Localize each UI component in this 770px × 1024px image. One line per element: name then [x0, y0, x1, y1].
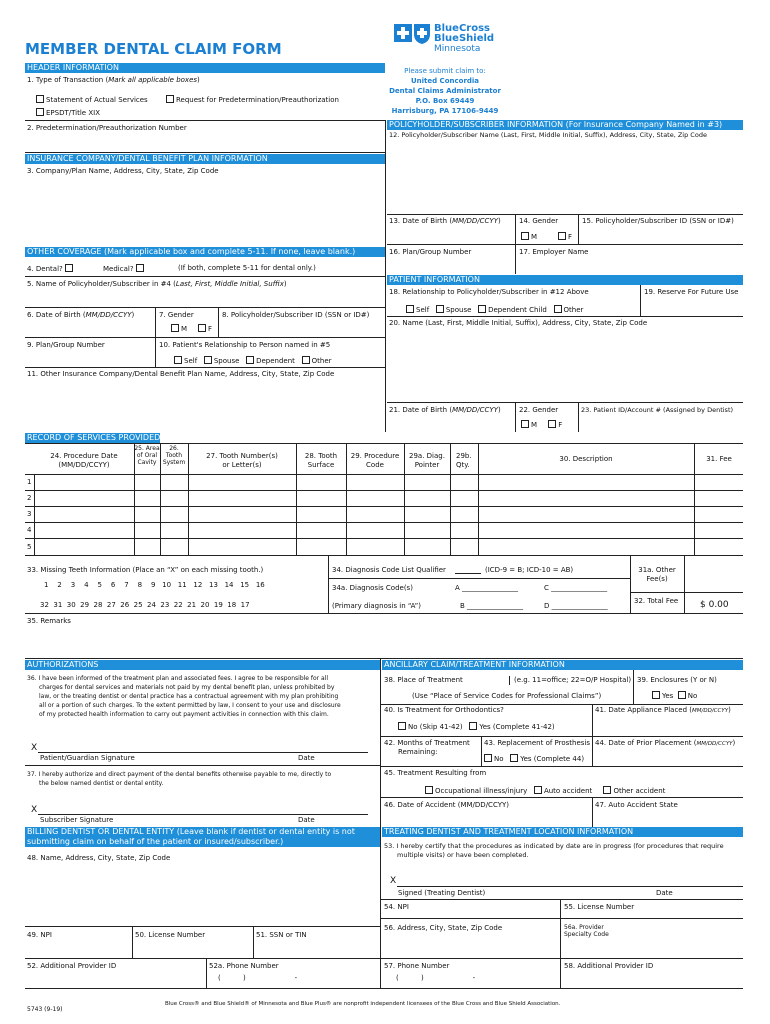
field-53-text: 53. I hereby certify that the procedures as indicated by date are in progress (for procedures that require multiple visits) or have been completed. — [384, 842, 724, 859]
row-4: 4 — [27, 526, 32, 534]
field-56-label: 56. Address, City, State, Zip Code — [384, 924, 503, 932]
field-31a-label: 31a. Other Fee(s) — [638, 566, 676, 583]
field-58-label: 58. Additional Provider ID — [564, 962, 654, 970]
field-52a-label: 52a. Phone Number — [209, 962, 279, 970]
col-31: 31. Fee — [706, 455, 732, 463]
field-18-label: 18. Relationship to Policyholder/Subscriber in #12 Above — [389, 288, 589, 296]
field-21-label: 21. Date of Birth (MM/DD/CCYY) — [389, 406, 501, 414]
patient-signature-label[interactable]: Patient/Guardian Signature — [40, 754, 135, 762]
sig2-date: Date — [298, 816, 315, 824]
col-28: 28. Tooth Surface — [304, 452, 338, 469]
field-20-label: 20. Name (Last, First, Middle Initial, Suffix), Address, City, State, Zip Code — [389, 319, 648, 327]
field-48-label: 48. Name, Address, City, State, Zip Code — [27, 854, 171, 862]
col-24: 24. Procedure Date (MM/DD/CCYY) — [50, 452, 118, 469]
field-50-label: 50. License Number — [135, 931, 206, 939]
subscriber-signature-label[interactable]: Subscriber Signature — [40, 816, 114, 824]
ancillary-bar: ANCILLARY CLAIM/TREATMENT INFORMATION — [382, 660, 743, 670]
other-coverage-bar: OTHER COVERAGE (Mark applicable box and complete 5-11. If none, leave blank.) — [25, 247, 385, 257]
row-5: 5 — [27, 543, 32, 551]
logo: BlueCross BlueShield Minnesota — [392, 22, 512, 64]
billing-bar: BILLING DENTIST OR DENTAL ENTITY (Leave blank if dentist or dental entity is not submitting claim on behalf of the patient or insured/subscriber.) — [25, 827, 380, 847]
treating-phone[interactable]: ( ) - — [396, 974, 476, 982]
diag-a: A ________________ — [455, 584, 519, 592]
statement-checkbox[interactable]: Statement of Actual Services — [36, 95, 148, 105]
field-42-label: 42. Months of Treatment Remaining: — [384, 739, 470, 756]
authorizations-bar: AUTHORIZATIONS — [25, 660, 380, 670]
field-46-label: 46. Date of Accident (MM/DD/CCYY) — [384, 801, 509, 809]
col-29: 29. Procedure Code — [350, 452, 400, 469]
field-13-label: 13. Date of Birth (MM/DD/CCYY) — [389, 217, 501, 225]
col-29a: 29a. Diag. Pointer — [409, 452, 445, 469]
patient-relationship-checkboxes[interactable]: Self Spouse Dependent Child Other — [406, 305, 583, 315]
icd-note: (ICD-9 = B; ICD-10 = AB) — [485, 566, 574, 574]
footer-text: Blue Cross® and Blue Shield® of Minnesota and Blue Plus® are nonprofit independent licensees of the Blue Cross and Blue Shield Association. — [165, 1001, 561, 1007]
form-title: MEMBER DENTAL CLAIM FORM — [25, 40, 282, 58]
prosthesis-checkbox[interactable]: No Yes (Complete 44) — [484, 754, 584, 764]
sig1-date: Date — [298, 754, 315, 762]
field-7-label: 7. Gender — [159, 311, 194, 319]
treating-x: X — [390, 876, 397, 886]
primary-note: (Primary diagnosis in “A”) — [332, 602, 421, 610]
field-41-label: 41. Date Appliance Placed (MM/DD/CCYY) — [595, 706, 731, 714]
field-49-label: 49. NPI — [27, 931, 52, 939]
field-51-label: 51. SSN or TIN — [256, 931, 307, 939]
blue-cross-shield-icon — [392, 22, 432, 46]
field-40-label: 40. Is Treatment for Orthodontics? — [384, 706, 504, 714]
field-3-label: 3. Company/Plan Name, Address, City, State, Zip Code — [27, 167, 219, 175]
field-16-label: 16. Plan/Group Number — [389, 248, 472, 256]
field-22-label: 22. Gender — [519, 406, 559, 414]
field-34a-label: 34a. Diagnosis Code(s) — [332, 584, 413, 592]
field-8-label: 8. Policyholder/Subscriber ID (SSN or ID#) — [222, 311, 370, 319]
field-6-label: 6. Date of Birth (MM/DD/CCYY) — [27, 311, 135, 319]
lower-teeth: 32 31 30 29 28 27 26 25 24 23 22 21 20 19 18 17 — [40, 601, 250, 609]
field-11-label: 11. Other Insurance Company/Dental Benefit Plan Name, Address, City, State, Zip Code — [27, 370, 335, 378]
policyholder-bar: POLICYHOLDER/SUBSCRIBER INFORMATION (For Insurance Company Named in #3) — [387, 120, 743, 130]
field-32-label: 32. Total Fee — [634, 597, 679, 605]
field-44-label: 44. Date of Prior Placement (MM/DD/CCYY) — [595, 739, 736, 747]
patient-bar: PATIENT INFORMATION — [387, 275, 743, 285]
dental-checkbox[interactable]: 4. Dental? — [27, 264, 75, 274]
field-1-label: 1. Type of Transaction (Mark all applicable boxes) — [27, 76, 200, 84]
field-5-label: 5. Name of Policyholder/Subscriber in #4 (Last, First, Middle Initial, Suffix) — [27, 280, 287, 288]
field-9-label: 9. Plan/Group Number — [27, 341, 105, 349]
field-37-text: 37. I hereby authorize and direct payment of the dental benefits otherwise payable to me, directly to the below named dentist or dental entity. — [27, 771, 332, 787]
place-note: (e.g. 11=office; 22=O/P Hospital) — [509, 676, 631, 685]
diag-c: C ________________ — [544, 584, 608, 592]
accident-checkboxes[interactable]: Occupational illness/injury Auto accident Other accident — [425, 786, 665, 796]
sig2-x: X — [31, 805, 38, 815]
gender-m-checkbox[interactable]: M — [521, 232, 537, 242]
sig1-x: X — [31, 743, 38, 753]
medical-checkbox[interactable]: Medical? — [103, 264, 146, 274]
field-17-label: 17. Employer Name — [519, 248, 589, 256]
treating-signature-label[interactable]: Signed (Treating Dentist) — [398, 889, 486, 897]
billing-phone[interactable]: ( ) - — [218, 974, 298, 982]
col-27: 27. Tooth Number(s) or Letter(s) — [206, 452, 278, 469]
enclosures-checkbox[interactable]: Yes No — [652, 691, 697, 701]
field-35-label: 35. Remarks — [27, 617, 71, 625]
treating-bar: TREATING DENTIST AND TREATMENT LOCATION INFORMATION — [382, 827, 743, 837]
patient-gender-checkbox[interactable]: M F — [521, 420, 562, 430]
both-note: (If both, complete 5-11 for dental only.) — [178, 264, 316, 272]
row-3: 3 — [27, 510, 32, 518]
col-29b: 29b. Qty. — [456, 452, 472, 469]
field-39-label: 39. Enclosures (Y or N) — [637, 676, 717, 684]
row-1: 1 — [27, 478, 32, 486]
field-10-label: 10. Patient's Relationship to Person named in #5 — [159, 341, 331, 349]
place-use-note: (Use “Place of Service Codes for Professional Claims”) — [412, 692, 602, 700]
row-2: 2 — [27, 494, 32, 502]
field-23-label: 23. Patient ID/Account # (Assigned by Dentist) — [581, 406, 734, 414]
other-gender-m-checkbox[interactable]: M — [171, 324, 187, 334]
field-12-label: 12. Policyholder/Subscriber Name (Last, First, Middle Initial, Suffix), Address, City, State, Zip Code — [389, 131, 707, 139]
field-38-label: 38. Place of Treatment — [384, 676, 463, 684]
relationship-checkboxes[interactable]: Self Spouse Dependent Other — [174, 356, 332, 366]
field-45-label: 45. Treatment Resulting from — [384, 769, 487, 777]
ortho-checkbox[interactable]: No (Skip 41-42) Yes (Complete 41-42) — [398, 722, 555, 732]
upper-teeth: 1 2 3 4 5 6 7 8 9 10 11 12 13 14 15 16 — [44, 581, 265, 589]
field-52-label: 52. Additional Provider ID — [27, 962, 117, 970]
field-43-label: 43. Replacement of Prosthesis — [484, 739, 591, 747]
field-19-label: 19. Reserve For Future Use — [644, 288, 739, 296]
total-fee: $ 0.00 — [700, 600, 729, 610]
field-2-label: 2. Predetermination/Preauthorization Number — [27, 124, 187, 132]
other-gender-f-checkbox[interactable]: F — [198, 324, 212, 334]
field-57-label: 57. Phone Number — [384, 962, 450, 970]
field-55-label: 55. License Number — [564, 903, 635, 911]
field-54-label: 54. NPI — [384, 903, 409, 911]
services-bar: RECORD OF SERVICES PROVIDED — [27, 433, 160, 442]
epsdt-checkbox[interactable]: EPSDT/Title XIX — [36, 108, 100, 118]
field-15-label: 15. Policyholder/Subscriber ID (SSN or ID#) — [582, 217, 734, 225]
diag-d: D ________________ — [544, 602, 608, 610]
col-30: 30. Description — [559, 455, 613, 463]
field-56a-label: 56a. Provider Specialty Code — [564, 924, 609, 938]
gender-f-checkbox[interactable]: F — [558, 232, 572, 242]
diag-b: B ________________ — [460, 602, 524, 610]
field-14-label: 14. Gender — [519, 217, 559, 225]
field-36-text: 36. I have been informed of the treatment plan and associated fees. I agree to be responsible for all charges for dental services and materials not paid by my dental benefit plan, unless prohibited by law, or the treating dentist or dental practice has a contractual agreement with my plan prohibiting all or a portion of such charges. To the extent permitted by law, I consent to your use and disclosure of my protected health information to carry out payment activities in connection with this claim. — [27, 675, 341, 718]
col-25: 25. Area of Oral Cavity — [134, 445, 160, 466]
field-34-label: 34. Diagnosis Code List Qualifier — [332, 566, 446, 574]
field-33-label: 33. Missing Teeth Information (Place an “X” on each missing tooth.) — [27, 566, 264, 574]
insurance-bar: INSURANCE COMPANY/DENTAL BENEFIT PLAN INFORMATION — [25, 154, 385, 164]
form-number: 5743 (9-19) — [27, 1006, 63, 1013]
submit-address: Please submit claim to: United Concordia Dental Claims Administrator P.O. Box 69449 Harrisburg, PA 17106-9449 — [389, 67, 501, 115]
field-47-label: 47. Auto Accident State — [595, 801, 678, 809]
request-checkbox[interactable]: Request for Predetermination/Preauthorization — [166, 95, 339, 105]
col-26: 26. Tooth System — [162, 445, 186, 466]
treating-date: Date — [656, 889, 673, 897]
header-bar: HEADER INFORMATION — [25, 63, 385, 73]
